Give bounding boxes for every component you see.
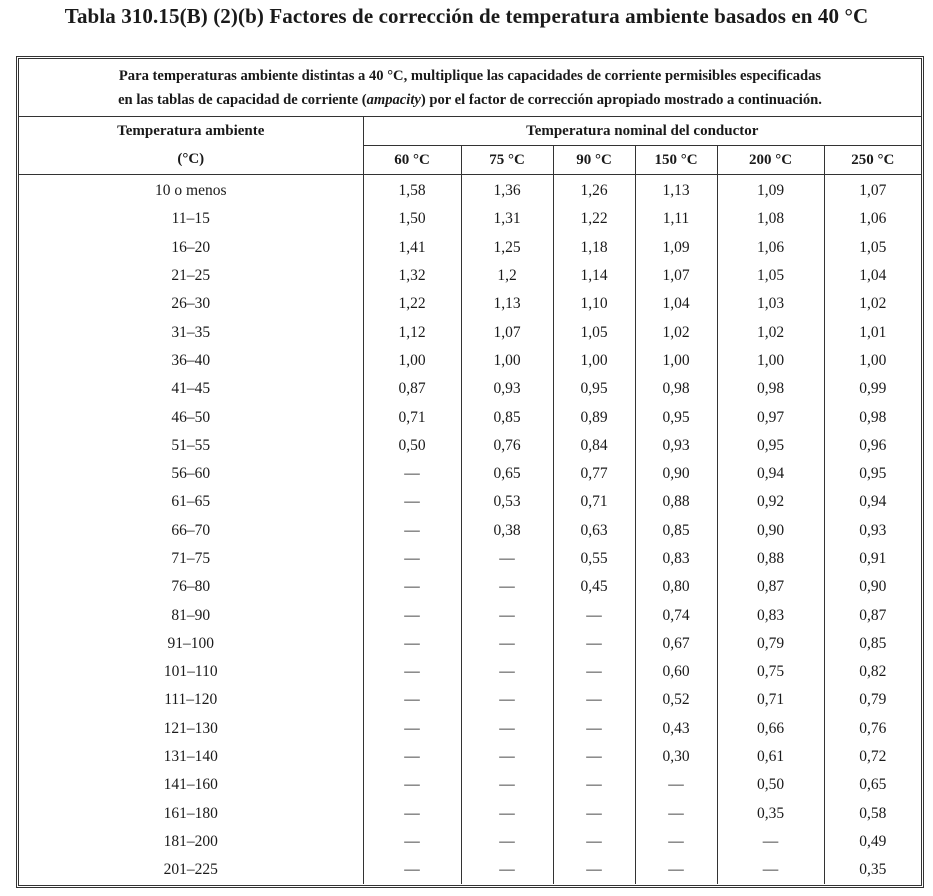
ambient-range-cell: 10 o menos (155, 182, 227, 200)
table-row (19, 545, 921, 573)
table-body (19, 175, 921, 885)
note-line-2-italic: ampacity (366, 91, 421, 108)
table-row (19, 262, 921, 290)
ambient-range-cell: 131–140 (163, 748, 218, 766)
factor-cell: 1,01 (824, 318, 921, 346)
factor-cell: 1,18 (553, 234, 635, 262)
table-row (19, 234, 921, 262)
factor-cell: — (363, 828, 461, 856)
ambient-range-cell: 11–15 (171, 210, 210, 228)
factor-cell: 0,84 (553, 432, 635, 460)
factor-cell: 1,05 (717, 262, 824, 290)
factor-cell: 0,85 (824, 630, 921, 658)
factor-cell: — (363, 800, 461, 828)
factor-cell: — (363, 630, 461, 658)
factor-cell: — (717, 856, 824, 884)
factor-cell: 0,95 (717, 432, 824, 460)
factor-cell: 1,02 (635, 318, 717, 346)
factor-cell: 0,87 (717, 573, 824, 601)
table-row (19, 800, 921, 828)
table-row (19, 488, 921, 516)
factor-cell: — (461, 686, 553, 714)
factor-cell: — (553, 800, 635, 828)
factor-cell: 0,93 (461, 375, 553, 403)
factor-cell: 0,95 (553, 375, 635, 403)
factor-cell: 0,85 (461, 403, 553, 431)
factor-cell: 1,04 (824, 262, 921, 290)
note-line-2-end: ) por el factor de corrección apropiado mostrado a continuación. (420, 91, 822, 108)
ambient-range-cell: 36–40 (171, 351, 211, 369)
column-header-200: 200 °C (717, 146, 824, 175)
factor-cell: 0,63 (553, 517, 635, 545)
factor-cell: 1,14 (553, 262, 635, 290)
factor-cell: — (461, 658, 553, 686)
factor-cell: — (553, 715, 635, 743)
conductor-rating-header: Temperatura nominal del conductor (363, 117, 921, 146)
factor-cell: 0,75 (717, 658, 824, 686)
factor-cell: 0,43 (635, 715, 717, 743)
factor-cell: — (461, 573, 553, 601)
table-row (19, 375, 921, 403)
factor-cell: 0,92 (717, 488, 824, 516)
factor-cell: 0,50 (717, 771, 824, 799)
table-row (19, 658, 921, 686)
factor-cell: — (635, 828, 717, 856)
factor-cell: 0,35 (717, 800, 824, 828)
column-header-75: 75 °C (461, 146, 553, 175)
factor-cell: 0,87 (824, 601, 921, 629)
ambient-range-cell: 26–30 (171, 295, 211, 313)
factor-cell: 1,05 (824, 234, 921, 262)
factor-cell: — (461, 715, 553, 743)
table-row (19, 686, 921, 714)
factor-cell: 0,50 (363, 432, 461, 460)
correction-factor-table (19, 59, 921, 884)
factor-cell: — (363, 545, 461, 573)
ambient-range-cell: 56–60 (171, 465, 211, 483)
factor-cell: 0,79 (717, 630, 824, 658)
table-row (19, 460, 921, 488)
factor-cell: 1,22 (363, 290, 461, 318)
factor-cell: 0,58 (824, 800, 921, 828)
factor-cell: 1,31 (461, 205, 553, 233)
factor-cell: 1,32 (363, 262, 461, 290)
factor-cell: — (553, 771, 635, 799)
factor-cell: — (363, 517, 461, 545)
factor-cell: 0,91 (824, 545, 921, 573)
factor-cell: 1,07 (635, 262, 717, 290)
factor-cell: 1,36 (461, 175, 553, 206)
note-line-1: Para temperaturas ambiente distintas a 40 °C, multiplique las capacidades de corriente permisibles especificadas (118, 67, 822, 84)
factor-cell: 1,00 (717, 347, 824, 375)
factor-cell: 1,04 (635, 290, 717, 318)
factor-cell: 0,53 (461, 488, 553, 516)
factor-cell: 0,65 (461, 460, 553, 488)
factor-cell: 0,94 (824, 488, 921, 516)
factor-cell: 0,97 (717, 403, 824, 431)
column-header-60: 60 °C (363, 146, 461, 175)
table-row (19, 771, 921, 799)
factor-cell: 1,00 (824, 347, 921, 375)
factor-cell: 1,13 (635, 175, 717, 206)
factor-cell: 1,00 (461, 347, 553, 375)
table-row (19, 347, 921, 375)
factor-cell: 0,52 (635, 686, 717, 714)
factor-cell: 1,09 (717, 175, 824, 206)
ambient-range-cell: 46–50 (171, 408, 211, 426)
factor-cell: 1,06 (824, 205, 921, 233)
factor-cell: 0,65 (824, 771, 921, 799)
factor-cell: 0,90 (717, 517, 824, 545)
ambient-range-cell: 31–35 (171, 323, 211, 341)
factor-cell: 0,93 (824, 517, 921, 545)
ambient-range-cell: 81–90 (171, 606, 211, 624)
factor-cell: 0,89 (553, 403, 635, 431)
header-row-2 (19, 146, 921, 175)
factor-cell: 0,88 (635, 488, 717, 516)
factor-cell: — (553, 601, 635, 629)
table-row (19, 318, 921, 346)
ambient-range-cell: 161–180 (163, 804, 218, 822)
factor-cell: 1,07 (824, 175, 921, 206)
table-row (19, 828, 921, 856)
factor-cell: 0,61 (717, 743, 824, 771)
table-row (19, 290, 921, 318)
factor-cell: 0,72 (824, 743, 921, 771)
factor-cell: — (363, 856, 461, 884)
factor-cell: — (553, 686, 635, 714)
table-title: Tabla 310.15(B) (2)(b) Factores de corrección de temperatura ambiente basados en 40 °C (64, 4, 869, 28)
factor-cell: 0,98 (824, 403, 921, 431)
factor-cell: — (363, 715, 461, 743)
factor-cell: 0,60 (635, 658, 717, 686)
factor-cell: 1,02 (824, 290, 921, 318)
factor-cell: 0,90 (635, 460, 717, 488)
factor-cell: 0,95 (824, 460, 921, 488)
factor-cell: 0,83 (635, 545, 717, 573)
factor-cell: — (553, 743, 635, 771)
factor-cell: — (461, 601, 553, 629)
table-row (19, 432, 921, 460)
factor-cell: 0,79 (824, 686, 921, 714)
factor-cell: — (717, 828, 824, 856)
factor-cell: 0,93 (635, 432, 717, 460)
ambient-range-cell: 51–55 (171, 436, 211, 454)
ambient-range-cell: 91–100 (167, 634, 214, 652)
factor-cell: 0,77 (553, 460, 635, 488)
factor-cell: 0,55 (553, 545, 635, 573)
factor-cell: 0,49 (824, 828, 921, 856)
column-header-250: 250 °C (824, 146, 921, 175)
factor-cell: 1,00 (635, 347, 717, 375)
factor-cell: — (553, 828, 635, 856)
factor-cell: — (363, 601, 461, 629)
table-row (19, 205, 921, 233)
header-row-1 (19, 117, 921, 146)
factor-cell: 0,98 (717, 375, 824, 403)
factor-cell: 1,02 (717, 318, 824, 346)
ambient-range-cell: 101–110 (163, 663, 218, 681)
factor-cell: 1,26 (553, 175, 635, 206)
ambient-range-cell: 121–130 (163, 719, 218, 737)
table-row (19, 517, 921, 545)
factor-cell: 1,10 (553, 290, 635, 318)
factor-cell: 1,09 (635, 234, 717, 262)
factor-cell: — (461, 743, 553, 771)
factor-cell: 1,2 (461, 262, 553, 290)
factor-cell: 0,94 (717, 460, 824, 488)
factor-cell: 0,71 (717, 686, 824, 714)
table-note-row (19, 59, 921, 117)
note-line-2 (19, 88, 921, 112)
factor-cell: — (363, 573, 461, 601)
factor-cell: 1,05 (553, 318, 635, 346)
factor-cell: — (363, 460, 461, 488)
factor-cell: — (635, 800, 717, 828)
ambient-range-cell: 21–25 (171, 267, 211, 285)
factor-cell: 0,38 (461, 517, 553, 545)
table-row (19, 743, 921, 771)
factor-cell: 1,22 (553, 205, 635, 233)
factor-cell: — (461, 856, 553, 884)
ambient-range-cell: 181–200 (163, 832, 218, 850)
factor-cell: 0,35 (824, 856, 921, 884)
factor-cell: 0,90 (824, 573, 921, 601)
factor-cell: 0,45 (553, 573, 635, 601)
factor-cell: — (363, 771, 461, 799)
factor-cell: 1,41 (363, 234, 461, 262)
factor-cell: — (553, 630, 635, 658)
factor-cell: — (363, 686, 461, 714)
factor-cell: 0,88 (717, 545, 824, 573)
ambient-range-cell: 66–70 (171, 521, 211, 539)
column-header-90: 90 °C (553, 146, 635, 175)
note-line-2-start: en las tablas de capacidad de corriente ( (118, 91, 367, 108)
table-row (19, 601, 921, 629)
factor-cell: 1,07 (461, 318, 553, 346)
table-row (19, 403, 921, 431)
factor-cell: — (461, 771, 553, 799)
factor-cell: — (461, 630, 553, 658)
ambient-range-cell: 61–65 (171, 493, 211, 511)
factor-cell: 0,71 (553, 488, 635, 516)
table-row (19, 573, 921, 601)
factor-cell: 1,11 (635, 205, 717, 233)
factor-cell: 0,83 (717, 601, 824, 629)
factor-cell: — (553, 856, 635, 884)
column-header-150: 150 °C (635, 146, 717, 175)
factor-cell: — (635, 771, 717, 799)
factor-cell: 0,74 (635, 601, 717, 629)
factor-cell: 0,99 (824, 375, 921, 403)
factor-cell: 0,98 (635, 375, 717, 403)
table-row (19, 715, 921, 743)
ambient-range-cell: 141–160 (163, 776, 218, 794)
ambient-temperature-header: Temperatura ambiente (117, 122, 265, 139)
ambient-range-cell: 201–225 (163, 861, 218, 879)
factor-cell: 0,30 (635, 743, 717, 771)
factor-cell: 0,85 (635, 517, 717, 545)
factor-cell: — (363, 743, 461, 771)
ambient-range-cell: 111–120 (164, 691, 218, 709)
ambient-range-cell: 16–20 (171, 238, 211, 256)
factor-cell: 0,76 (461, 432, 553, 460)
factor-cell: 1,00 (553, 347, 635, 375)
table-row (19, 630, 921, 658)
factor-cell: 0,95 (635, 403, 717, 431)
factor-cell: 1,03 (717, 290, 824, 318)
factor-cell: 1,50 (363, 205, 461, 233)
factor-cell: 0,82 (824, 658, 921, 686)
factor-cell: 1,13 (461, 290, 553, 318)
factor-cell: 1,08 (717, 205, 824, 233)
factor-cell: 0,80 (635, 573, 717, 601)
factor-cell: 0,87 (363, 375, 461, 403)
factor-cell: 0,71 (363, 403, 461, 431)
factor-cell: — (635, 856, 717, 884)
factor-cell: — (363, 658, 461, 686)
table-note (19, 59, 921, 117)
factor-cell: — (363, 488, 461, 516)
ambient-range-cell: 76–80 (171, 578, 211, 596)
factor-cell: 1,06 (717, 234, 824, 262)
factor-cell: — (553, 658, 635, 686)
factor-cell: — (461, 800, 553, 828)
factor-cell: — (461, 545, 553, 573)
factor-cell: 1,00 (363, 347, 461, 375)
factor-cell: 0,76 (824, 715, 921, 743)
table-row (19, 856, 921, 884)
ambient-unit-header: (°C) (19, 146, 363, 175)
factor-cell: 1,25 (461, 234, 553, 262)
factor-cell: 0,67 (635, 630, 717, 658)
factor-cell: 0,96 (824, 432, 921, 460)
factor-cell: 1,12 (363, 318, 461, 346)
table-row (19, 175, 921, 206)
factor-cell: 0,66 (717, 715, 824, 743)
ambient-range-cell: 41–45 (171, 380, 211, 398)
ambient-range-cell: 71–75 (171, 550, 211, 567)
factor-cell: 1,58 (363, 175, 461, 206)
factor-cell: — (461, 828, 553, 856)
